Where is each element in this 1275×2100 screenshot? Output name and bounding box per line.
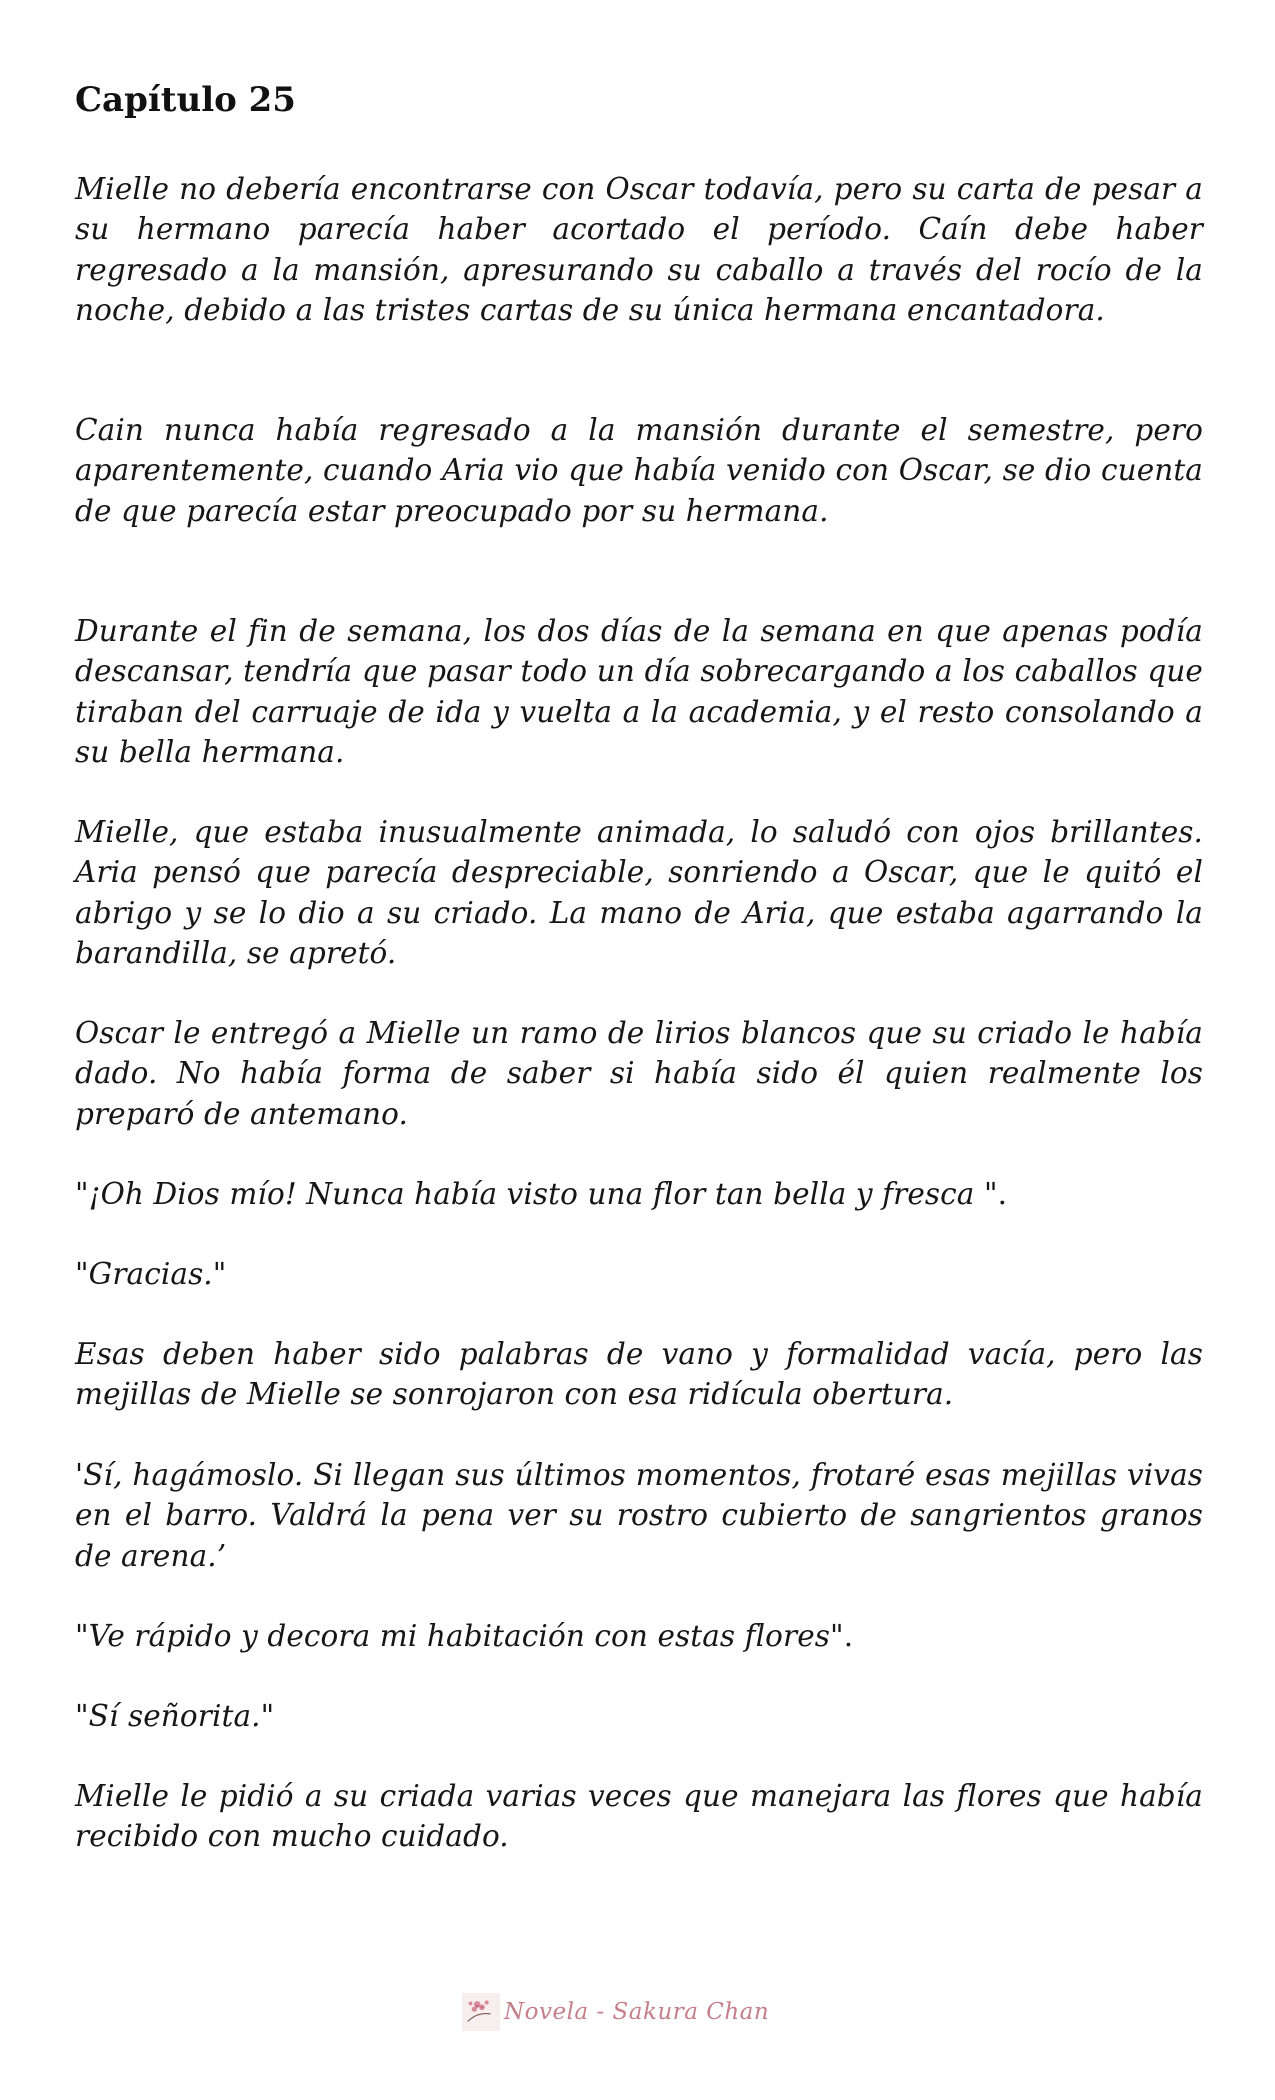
thought-paragraph xyxy=(75,1455,1203,1576)
chapter-title: Capítulo 25 xyxy=(75,80,296,120)
quote-close-mark: ". xyxy=(830,1619,854,1653)
quote-close-mark: " xyxy=(212,1257,227,1291)
quote-close-mark: ". xyxy=(983,1177,1008,1211)
dialogue-text: ¡Oh Dios mío! Nunca había visto una flor tan bella y fresca xyxy=(88,1177,984,1211)
dialogue-text: Ve rápido y decora mi habitación con estas flores xyxy=(88,1619,831,1653)
paragraph-2: Cain nunca había regresado a la mansión durante el semestre, pero aparentemente, cuando Aria vio que había venido con Oscar, se dio cuenta de que parecía estar preocupado por su hermana. xyxy=(75,413,1203,528)
paragraph-3: Durante el fin de semana, los dos días de la semana en que apenas podía descansar, tendría que pasar todo un día sobrecargando a los caballos que tiraban del carruaje de ida y vuelta a la academia, y el resto consolando a su bella hermana. xyxy=(75,614,1203,769)
paragraph-4: Mielle, que estaba inusualmente animada, lo saludó con ojos brillantes. Aria pensó que parecía despreciable, sonriendo a Oscar, que le quitó el abrigo y se lo dio a su criado. La mano de Aria, que estaba agarrando la barandilla, se apretó. xyxy=(75,815,1203,970)
dialogue-text: Sí señorita. xyxy=(88,1699,261,1733)
paragraph-1: Mielle no debería encontrarse con Oscar todavía, pero su carta de pesar a su hermano parecía haber acortado el período. Caín debe haber regresado a la mansión, apresurando su caballo a través del rocío de la noche, debido a las tristes cartas de su única hermana encantadora. xyxy=(75,172,1203,327)
thought-text: Sí, hagámoslo. Si llegan sus últimos momentos, frotaré esas mejillas vivas en el barro. Valdrá la pena ver su rostro cubierto de sangrientos granos de arena.’ xyxy=(75,1458,1203,1573)
quote-close-mark: " xyxy=(260,1699,275,1733)
quote-open-mark: " xyxy=(75,1699,89,1733)
paragraph-7: Mielle le pidió a su criada varias veces que manejara las flores que había recibido con mucho cuidado. xyxy=(75,1779,1203,1854)
paragraph-6: Esas deben haber sido palabras de vano y formalidad vacía, pero las mejillas de Mielle se sonrojaron con esa ridícula obertura. xyxy=(75,1337,1203,1412)
quote-open-mark: " xyxy=(75,1177,89,1211)
quote-open-mark: " xyxy=(75,1257,89,1291)
dialogue-1 xyxy=(75,1174,1203,1214)
sakura-flower-icon xyxy=(462,1993,500,2031)
watermark xyxy=(462,1990,832,2034)
quote-open-mark: " xyxy=(75,1619,89,1653)
quote-open-mark: ' xyxy=(75,1458,84,1492)
dialogue-text: Gracias. xyxy=(88,1257,213,1291)
dialogue-3 xyxy=(75,1616,1203,1656)
dialogue-2 xyxy=(75,1254,1203,1294)
paragraph-5: Oscar le entregó a Mielle un ramo de lirios blancos que su criado le había dado. No había forma de saber si había sido él quien realmente los preparó de antemano. xyxy=(75,1016,1203,1131)
watermark-text: Novela - Sakura Chan xyxy=(504,1999,770,2025)
dialogue-4 xyxy=(75,1696,1203,1736)
